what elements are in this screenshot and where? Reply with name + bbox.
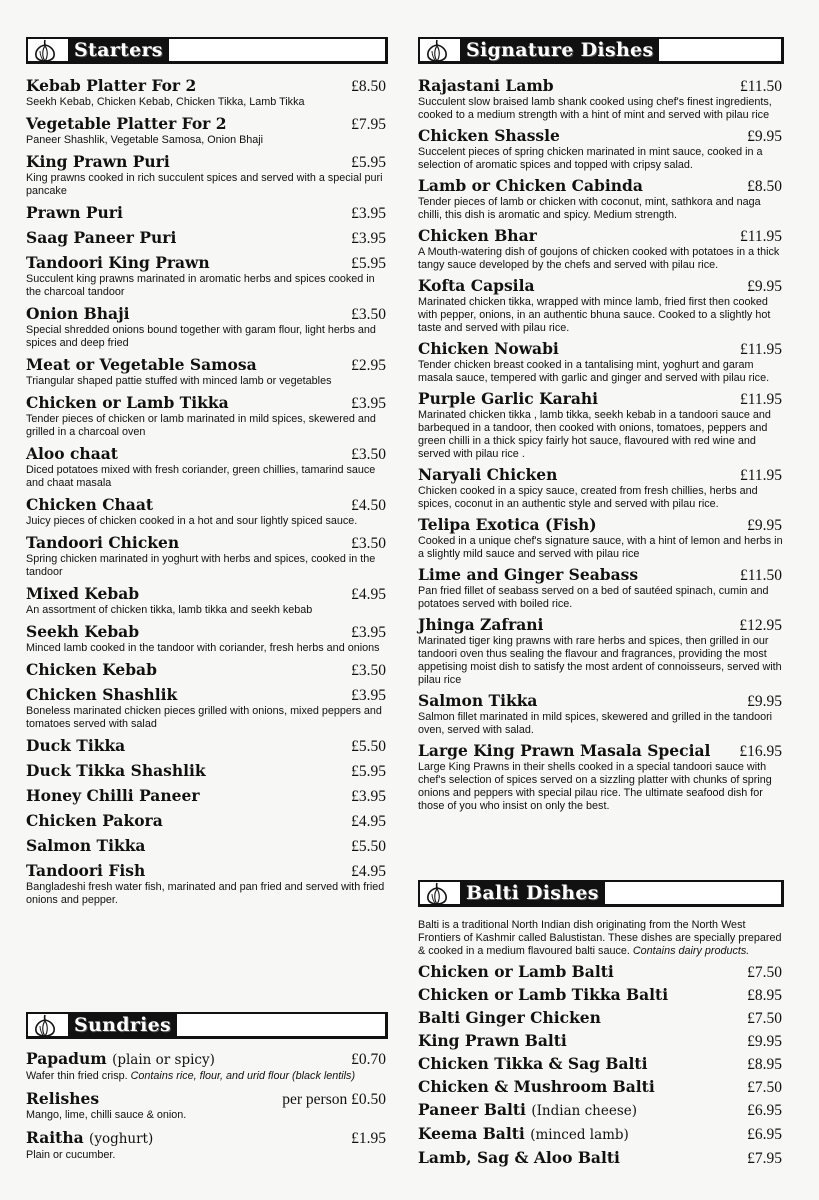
menu-item [26, 836, 388, 856]
sundries-section [26, 1012, 388, 1168]
item-description: Marinated chicken tikka, wrapped with mince lamb, fried first then cooked with pepper, onions, in an authentic bhuna sauce. Cooked to a slightly hot taste and served with pilau rice. [418, 296, 771, 334]
item-price: £3.95 [351, 230, 386, 247]
menu-item [26, 1089, 388, 1122]
item-description: Diced potatoes mixed with fresh coriander, green chillies, tamarind sauce and chaat masala [26, 464, 376, 489]
balti-title: Balti Dishes [460, 881, 605, 905]
garlic-icon [30, 38, 60, 62]
item-name: Chicken & Mushroom Balti [418, 1077, 655, 1096]
menu-item [26, 861, 388, 907]
item-name: Honey Chilli Paneer [26, 786, 200, 805]
item-description: Tender chicken breast cooked in a tantalising mint, yoghurt and garam masala sauce, tempered with garlic and ginger and served with pilau rice. [418, 359, 770, 384]
item-name: Raitha (yoghurt) [26, 1128, 154, 1147]
item-price: £11.95 [739, 467, 782, 484]
item-description: Chicken cooked in a spicy sauce, created from fresh chillies, herbs and spices, coconut in an authentic style and served with pilau rice. [418, 485, 758, 510]
item-description: Salmon fillet marinated in mild spices, skewered and grilled in the tandoori oven, served with salad. [418, 711, 773, 736]
item-price: £5.50 [351, 838, 386, 855]
item-price: £2.95 [351, 357, 386, 374]
signature-header [418, 37, 784, 64]
item-price: £11.50 [739, 567, 782, 584]
item-price: £9.95 [747, 1033, 782, 1050]
item-price: £4.50 [351, 497, 386, 514]
menu-item [26, 1049, 388, 1083]
starters-title: Starters [68, 38, 169, 62]
item-price: £6.95 [747, 1126, 782, 1143]
menu-item [26, 253, 388, 299]
signature-section [418, 37, 784, 817]
menu-item [26, 76, 388, 109]
menu-item [418, 76, 784, 122]
item-description: Succulent slow braised lamb shank cooked using chef's finest ingredients, cooked to a medium strength with a hint of mint and served with pilau rice [418, 96, 772, 121]
item-price: £9.95 [747, 278, 782, 295]
item-name: Telipa Exotica (Fish) [418, 515, 597, 534]
item-name: Prawn Puri [26, 203, 123, 222]
menu-item [418, 126, 784, 172]
item-price: £6.95 [747, 1102, 782, 1119]
item-name: Naryali Chicken [418, 465, 558, 484]
item-name: Chicken or Lamb Balti [418, 962, 614, 981]
item-name: Purple Garlic Karahi [418, 389, 599, 408]
item-price: £9.95 [747, 517, 782, 534]
menu-item [418, 691, 784, 737]
menu-item [26, 622, 388, 655]
item-description: Triangular shaped pattie stuffed with minced lamb or vegetables [26, 375, 332, 387]
sundries-header [26, 1012, 388, 1039]
signature-list [418, 76, 784, 813]
item-price: £12.95 [739, 617, 782, 634]
item-description: Marinated tiger king prawns with rare herbs and spices, then grilled in our tandoori oven thus sealing the flavour and fragrances, providing the most appetising moist dish to satisfy the most ardent of connoisseurs, served with pilau rice [418, 635, 782, 686]
item-price: £3.50 [351, 535, 386, 552]
menu-item [26, 533, 388, 579]
menu-item [26, 114, 388, 147]
menu-item [26, 736, 388, 756]
starters-header [26, 37, 388, 64]
item-price: £5.50 [351, 738, 386, 755]
item-price: £1.95 [351, 1130, 386, 1147]
item-price: £9.95 [747, 128, 782, 145]
item-name: Paneer Balti (Indian cheese) [418, 1100, 638, 1119]
item-description: Marinated chicken tikka , lamb tikka, seekh kebab in a tandoori sauce and barbequed in a tandoor, then cooked with onions, tomatoes, peppers and green chilli in a thick spicy fairly hot sauce, flavoured with red wine and served with pilau rice . [418, 409, 771, 460]
item-name: Tandoori Fish [26, 861, 146, 880]
menu-item [418, 465, 784, 511]
item-price: £5.95 [351, 255, 386, 272]
menu-item [418, 226, 784, 272]
item-name: Lamb or Chicken Cabinda [418, 176, 643, 195]
item-name: Chicken or Lamb Tikka [26, 393, 229, 412]
item-name: Chicken Shassle [418, 126, 560, 145]
menu-item [418, 1008, 784, 1028]
item-description: Mango, lime, chilli sauce & onion. [26, 1109, 187, 1121]
item-price: £11.50 [739, 78, 782, 95]
item-description: Pan fried fillet of seabass served on a bed of sautéed spinach, cumin and potatoes served with boiled rice. [418, 585, 769, 610]
item-name: Chicken or Lamb Tikka Balti [418, 985, 669, 1004]
menu-item [418, 1148, 784, 1168]
item-name: Salmon Tikka [26, 836, 146, 855]
balti-list [418, 962, 784, 1168]
item-price: £8.95 [747, 987, 782, 1004]
menu-item [26, 1128, 388, 1162]
item-name: King Prawn Puri [26, 152, 170, 171]
item-name: Aloo chaat [26, 444, 118, 463]
item-name: Jhinga Zafrani [418, 615, 544, 634]
item-name: Duck Tikka Shashlik [26, 761, 206, 780]
item-price: £5.95 [351, 763, 386, 780]
garlic-icon [422, 38, 452, 62]
menu-item [418, 1031, 784, 1051]
item-name: Balti Ginger Chicken [418, 1008, 601, 1027]
balti-intro: Balti is a traditional North Indian dish originating from the North West Frontiers of Kashmir called Balustistan. These dishes are specially prepared & cooked in a medium flavoured balti sauce. Contains dairy products. [418, 919, 782, 957]
balti-header [418, 880, 784, 907]
menu-item [418, 276, 784, 335]
item-price: £3.95 [351, 624, 386, 641]
menu-item [26, 203, 388, 223]
item-description: Boneless marinated chicken pieces grilled with onions, mixed peppers and tomatoes served with salad [26, 705, 382, 730]
item-description: Cooked in a unique chef's signature sauce, with a hint of lemon and herbs in a slightly mild sauce and served with pilau rice [418, 535, 783, 560]
item-description: Tender pieces of chicken or lamb marinated in mild spices, skewered and grilled in a charcoal oven [26, 413, 376, 438]
item-name: Lamb, Sag & Aloo Balti [418, 1148, 620, 1167]
item-description: Succulent king prawns marinated in aromatic herbs and spices cooked in the charcoal tandoor [26, 273, 375, 298]
item-price: £7.95 [351, 116, 386, 133]
item-description: Seekh Kebab, Chicken Kebab, Chicken Tikka, Lamb Tikka [26, 96, 305, 108]
item-description: A Mouth-watering dish of goujons of chicken cooked with potatoes in a thick tangy sauce developed by the chefs and served with pilau rice. [418, 246, 780, 271]
item-name: Kofta Capsila [418, 276, 535, 295]
menu-item [418, 985, 784, 1005]
item-name: Tandoori Chicken [26, 533, 180, 552]
item-name: Rajastani Lamb [418, 76, 554, 95]
menu-item [26, 355, 388, 388]
menu-item [26, 444, 388, 490]
menu-item [26, 685, 388, 731]
item-description: Juicy pieces of chicken cooked in a hot and sour lightly spiced sauce. [26, 515, 358, 527]
item-name: Chicken Pakora [26, 811, 163, 830]
item-price: £16.95 [739, 743, 782, 760]
menu-item [418, 1077, 784, 1097]
item-name: King Prawn Balti [418, 1031, 567, 1050]
item-price: £11.95 [739, 341, 782, 358]
item-price: £9.95 [747, 693, 782, 710]
item-name: Chicken Bhar [418, 226, 537, 245]
menu-item [418, 615, 784, 687]
menu-item [418, 741, 784, 813]
item-price: £4.95 [351, 586, 386, 603]
item-price: £3.50 [351, 662, 386, 679]
item-name: Relishes [26, 1089, 100, 1108]
item-price: per person £0.50 [282, 1091, 386, 1108]
menu-item [418, 565, 784, 611]
item-name: Chicken Shashlik [26, 685, 178, 704]
item-description: Succelent pieces of spring chicken marinated in mint sauce, cooked in a selection of aromatic spices and topped with cripsy salad. [418, 146, 763, 171]
menu-item [26, 786, 388, 806]
item-description: Special shredded onions bound together with garam flour, light herbs and spices and deep fried [26, 324, 376, 349]
item-description: Wafer thin fried crisp. Contains rice, flour, and urid flour (black lentils) [26, 1070, 356, 1082]
garlic-icon [30, 1013, 60, 1037]
item-name: Kebab Platter For 2 [26, 76, 197, 95]
item-name: Lime and Ginger Seabass [418, 565, 639, 584]
signature-title: Signature Dishes [460, 38, 659, 62]
item-description: An assortment of chicken tikka, lamb tikka and seekh kebab [26, 604, 313, 616]
item-description: Plain or cucumber. [26, 1149, 116, 1161]
item-price: £3.95 [351, 788, 386, 805]
menu-item [26, 152, 388, 198]
starters-list [26, 76, 388, 907]
item-name: Chicken Chaat [26, 495, 154, 514]
menu-item [418, 1100, 784, 1121]
item-price: £3.95 [351, 205, 386, 222]
menu-item [26, 584, 388, 617]
item-price: £7.50 [747, 1010, 782, 1027]
menu-item [26, 495, 388, 528]
menu-item [26, 228, 388, 248]
menu-item [418, 1124, 784, 1145]
item-name: Onion Bhaji [26, 304, 130, 323]
item-name: Mixed Kebab [26, 584, 140, 603]
item-price: £0.70 [351, 1051, 386, 1068]
item-price: £3.95 [351, 687, 386, 704]
item-price: £4.95 [351, 813, 386, 830]
menu-item [26, 660, 388, 680]
item-price: £7.95 [747, 1150, 782, 1167]
menu-item [418, 962, 784, 982]
item-description: Bangladeshi fresh water fish, marinated and pan fried and served with fried onions and pepper. [26, 881, 385, 906]
item-description: Tender pieces of lamb or chicken with coconut, mint, sathkora and naga chilli, this dish is aromatic and spicy. Medium strength. [418, 196, 761, 221]
item-name: Keema Balti (minced lamb) [418, 1124, 629, 1143]
item-name: Saag Paneer Puri [26, 228, 177, 247]
item-price: £4.95 [351, 863, 386, 880]
item-name: Tandoori King Prawn [26, 253, 210, 272]
item-price: £7.50 [747, 1079, 782, 1096]
menu-item [26, 811, 388, 831]
item-description: King prawns cooked in rich succulent spices and served with a special puri pancake [26, 172, 383, 197]
item-name: Chicken Nowabi [418, 339, 559, 358]
item-name: Duck Tikka [26, 736, 126, 755]
item-price: £8.50 [747, 178, 782, 195]
menu-item [418, 1054, 784, 1074]
item-name: Vegetable Platter For 2 [26, 114, 227, 133]
item-price: £7.50 [747, 964, 782, 981]
menu-item [26, 393, 388, 439]
menu-item [26, 761, 388, 781]
menu-item [418, 515, 784, 561]
menu-item [418, 176, 784, 222]
item-name: Salmon Tikka [418, 691, 538, 710]
item-price: £3.50 [351, 446, 386, 463]
item-name: Seekh Kebab [26, 622, 140, 641]
balti-section [418, 880, 784, 1171]
menu-item [26, 304, 388, 350]
item-description: Minced lamb cooked in the tandoor with coriander, fresh herbs and onions [26, 642, 380, 654]
item-price: £5.95 [351, 154, 386, 171]
garlic-icon [422, 881, 452, 905]
sundries-title: Sundries [68, 1013, 177, 1037]
item-name: Meat or Vegetable Samosa [26, 355, 257, 374]
item-price: £3.50 [351, 306, 386, 323]
menu-item [418, 389, 784, 461]
item-price: £8.95 [747, 1056, 782, 1073]
item-price: £8.50 [351, 78, 386, 95]
item-description: Spring chicken marinated in yoghurt with herbs and spices, cooked in the tandoor [26, 553, 376, 578]
item-price: £11.95 [739, 228, 782, 245]
item-name: Chicken Kebab [26, 660, 157, 679]
item-name: Papadum (plain or spicy) [26, 1049, 215, 1068]
item-price: £11.95 [739, 391, 782, 408]
item-description: Large King Prawns in their shells cooked in a special tandoori sauce with chef's selection of spices served on a sizzling platter with chunks of spring onions and peppers with special pilau rice. The ultimate seafood dish for those of you who insist on only the best. [418, 761, 772, 812]
starters-section [26, 37, 388, 912]
item-name: Chicken Tikka & Sag Balti [418, 1054, 648, 1073]
menu-item [418, 339, 784, 385]
item-price: £3.95 [351, 395, 386, 412]
item-description: Paneer Shashlik, Vegetable Samosa, Onion Bhaji [26, 134, 264, 146]
item-name: Large King Prawn Masala Special [418, 741, 711, 760]
